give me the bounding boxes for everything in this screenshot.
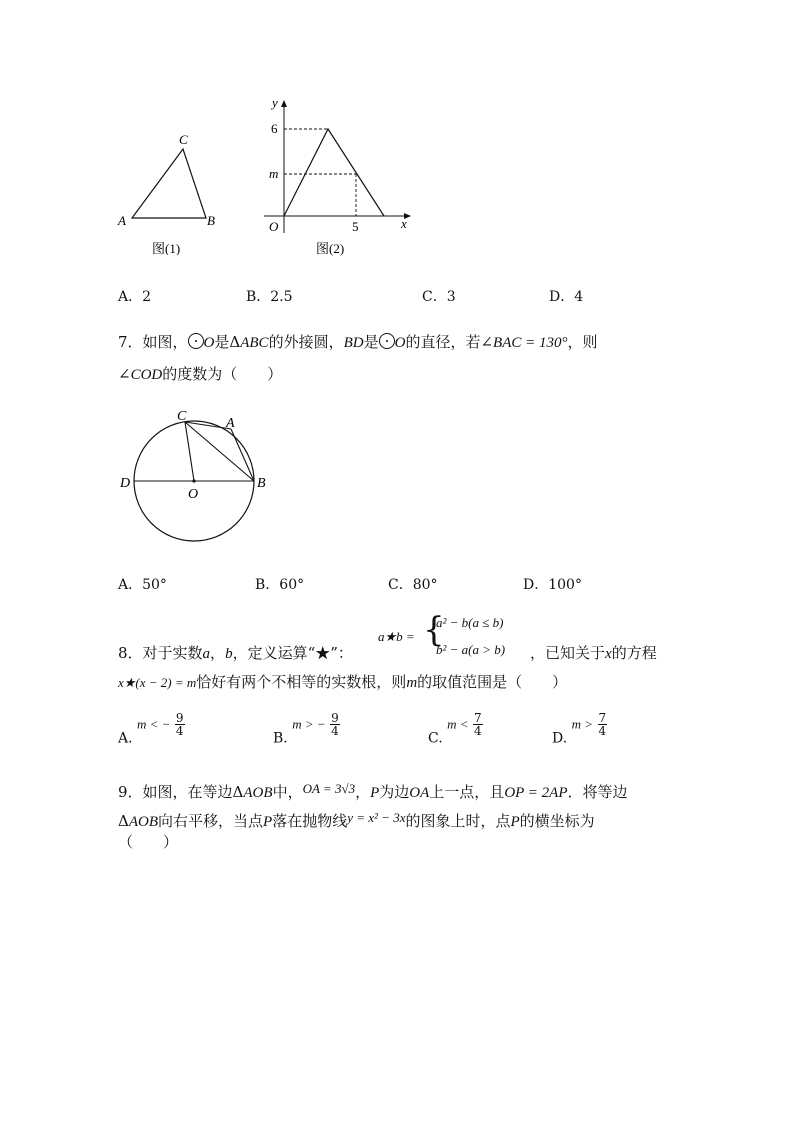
q7-option-a[interactable]: A．50° bbox=[118, 577, 167, 593]
q7-text-3: 的外接圆， bbox=[268, 333, 344, 351]
q9-text-9: 落在抛物线 bbox=[272, 812, 348, 830]
q7-line-1 bbox=[118, 332, 598, 353]
q9-text-11: 的横坐标为 bbox=[519, 812, 595, 830]
q9-text-5: 上一点，且 bbox=[429, 783, 505, 801]
y-axis-arrow bbox=[281, 100, 287, 107]
q9-text-1: 9．如图，在等边Δ bbox=[118, 783, 244, 801]
q8-text-2: ，定义运算“★”： bbox=[232, 644, 353, 662]
q6-option-c[interactable]: C．3 bbox=[422, 289, 456, 305]
circle-o-icon bbox=[188, 333, 204, 349]
q7-option-d[interactable]: D．100° bbox=[523, 577, 582, 593]
label-x: x bbox=[401, 216, 407, 231]
numerator: 9 bbox=[175, 711, 184, 725]
q8-option-b[interactable] bbox=[273, 712, 340, 747]
q7-o-2: O bbox=[394, 335, 406, 351]
q9-text-7: Δ bbox=[118, 812, 129, 830]
q8-option-c-rel: m < bbox=[447, 716, 469, 732]
segment-oc bbox=[185, 422, 194, 481]
label-b: B bbox=[207, 213, 215, 228]
q6-option-a[interactable]: A．2 bbox=[118, 289, 152, 305]
label-o: O bbox=[188, 487, 199, 502]
q8-case-1: a² − b(a ≤ b) bbox=[436, 615, 504, 630]
label-d: D bbox=[120, 476, 131, 491]
figure-circle bbox=[110, 405, 280, 550]
q7-text-8: 的度数为（ ） bbox=[162, 365, 283, 383]
q8-comma: ， bbox=[210, 644, 226, 662]
label-m: m bbox=[269, 166, 279, 181]
numerator: 9 bbox=[331, 711, 339, 725]
q9-text-2: 中， bbox=[272, 783, 303, 801]
segment-cb bbox=[185, 422, 254, 481]
q9-aob: AOB bbox=[243, 785, 273, 801]
q9-oa: OA bbox=[409, 785, 430, 801]
q9-line-3: （ ） bbox=[118, 833, 179, 851]
q7-line-2 bbox=[118, 364, 282, 385]
figure-1-triangle bbox=[110, 125, 230, 255]
q7-option-b[interactable]: B．60° bbox=[255, 577, 305, 593]
denominator: 4 bbox=[331, 724, 339, 738]
q9-text-6: ．将等边 bbox=[567, 783, 628, 801]
denominator: 4 bbox=[474, 724, 482, 738]
q8-brace: { bbox=[423, 610, 445, 650]
q7-text-7: ∠ bbox=[118, 365, 131, 383]
segment-ab bbox=[231, 429, 254, 481]
q9-text-8: 向右平移，当点 bbox=[158, 812, 264, 830]
label-b: B bbox=[257, 476, 266, 491]
q9-text-4: 为边 bbox=[379, 783, 410, 801]
q7-cod: COD bbox=[130, 367, 163, 383]
q7-option-c[interactable]: C．80° bbox=[388, 577, 438, 593]
q8-option-b-rel: m > − bbox=[292, 716, 326, 732]
q8-option-b-label: B. bbox=[273, 730, 288, 747]
q9-p-3: P bbox=[510, 814, 520, 830]
q8-b: b bbox=[225, 646, 233, 662]
q9-oa-value: OA = 3√3 bbox=[302, 781, 356, 796]
label-o: O bbox=[269, 219, 279, 234]
q8-case-2: b² − a(a > b) bbox=[436, 642, 506, 657]
q8-option-c-fraction bbox=[473, 712, 483, 737]
q8-text-4: 的方程 bbox=[611, 644, 657, 662]
q6-option-b[interactable]: B．2.5 bbox=[246, 289, 293, 305]
q6-option-d[interactable]: D．4 bbox=[549, 289, 584, 305]
q7-text-1: 7．如图， bbox=[118, 333, 188, 351]
q8-line-1b bbox=[530, 643, 657, 664]
q8-option-a[interactable] bbox=[118, 712, 185, 747]
figure-2-caption: 图(2) bbox=[316, 241, 345, 256]
q9-aob-2: AOB bbox=[128, 814, 159, 830]
q8-text-5: 恰好有两个不相等的实数根，则 bbox=[196, 673, 407, 691]
q9-text-3: ， bbox=[355, 783, 371, 801]
q9-p-2: P bbox=[263, 814, 273, 830]
q8-line-1 bbox=[118, 643, 353, 664]
q8-text-6: 的取值范围是（ ） bbox=[417, 673, 568, 691]
q8-option-c-label: C. bbox=[428, 730, 443, 747]
q8-equation: x★(x − 2) = m bbox=[118, 675, 197, 690]
q9-text-10: 的图象上时，点 bbox=[405, 812, 511, 830]
triangle-abc bbox=[132, 149, 206, 218]
q9-p: P bbox=[370, 785, 380, 801]
q9-line-1 bbox=[118, 779, 628, 803]
q8-x: x bbox=[605, 646, 612, 662]
label-c: C bbox=[177, 409, 187, 424]
q7-o-1: O bbox=[203, 335, 215, 351]
q7-text-6: ，则 bbox=[567, 333, 598, 351]
q8-option-c[interactable] bbox=[428, 712, 483, 747]
q7-bac: BAC = 130° bbox=[493, 335, 568, 351]
q8-option-a-fraction bbox=[175, 712, 185, 737]
q7-text-2: 是Δ bbox=[214, 333, 241, 351]
graph-line bbox=[284, 129, 384, 216]
circle-o-icon bbox=[379, 333, 395, 349]
figure-1-caption: 图(1) bbox=[152, 241, 181, 255]
label-a: A bbox=[226, 416, 235, 431]
q8-text-1: 8．对于实数 bbox=[118, 644, 203, 662]
q7-abc: ABC bbox=[240, 335, 269, 351]
label-c: C bbox=[179, 132, 188, 147]
center-dot bbox=[192, 479, 195, 482]
q9-op: OP = 2AP bbox=[504, 785, 568, 801]
denominator: 4 bbox=[175, 724, 184, 738]
numerator: 7 bbox=[474, 711, 482, 725]
q8-option-d[interactable] bbox=[552, 712, 607, 747]
denominator: 4 bbox=[598, 724, 607, 738]
q8-option-a-label: A. bbox=[118, 730, 133, 747]
q8-option-d-fraction bbox=[598, 712, 608, 737]
q8-line-2 bbox=[118, 672, 567, 693]
q8-option-a-rel: m < − bbox=[137, 716, 171, 732]
q8-option-d-rel: m > bbox=[571, 716, 594, 732]
q7-text-5: 的直径，若∠ bbox=[405, 333, 494, 351]
q8-a: a bbox=[202, 646, 211, 662]
q8-text-3: ，已知关于 bbox=[530, 644, 606, 662]
q8-definition: a★b = bbox=[378, 629, 415, 644]
q7-text-4: 是 bbox=[363, 333, 379, 351]
label-y: y bbox=[272, 95, 278, 110]
q9-line-2 bbox=[118, 808, 595, 832]
label-five: 5 bbox=[352, 219, 359, 234]
q8-option-d-label: D. bbox=[552, 730, 568, 747]
label-six: 6 bbox=[271, 121, 278, 136]
label-a: A bbox=[118, 213, 126, 228]
figure-2-graph bbox=[258, 95, 418, 260]
q9-parabola: y = x² − 3x bbox=[347, 810, 406, 825]
q7-bd: BD bbox=[343, 335, 364, 351]
q8-m: m bbox=[406, 675, 418, 691]
numerator: 7 bbox=[598, 711, 607, 725]
q8-option-b-fraction bbox=[330, 712, 340, 737]
